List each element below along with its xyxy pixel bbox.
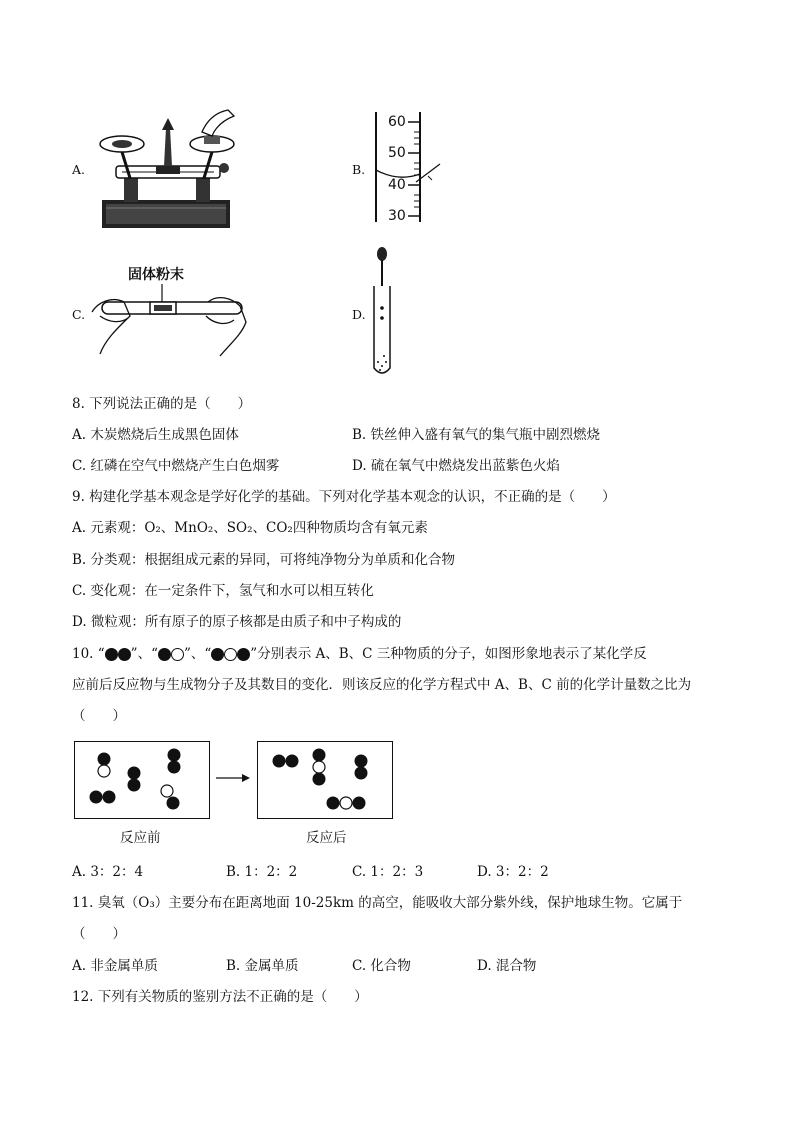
q10-stem-line2: 应前后反应物与生成物分子及其数目的变化．则该反应的化学方程式中 A、B、C 前的化学计量数之比为 [72, 677, 692, 693]
q8-option-c[interactable]: C. 红磷在空气中燃烧产生白色烟雾 [72, 458, 280, 474]
q10-stem-line1 [72, 645, 647, 663]
q9-option-b[interactable]: B. 分类观：根据组成元素的异同，可将纯净物分为单质和化合物 [72, 552, 456, 568]
cylinder-tick-30: 30 [388, 208, 406, 224]
molecule-a-icon [105, 648, 131, 661]
q10-sep2: ”、“ [183, 646, 212, 662]
dropper-test-tube-figure [368, 246, 398, 380]
q7-option-c-label: C. [72, 307, 86, 322]
solid-powder-label: 固体粉末 [128, 267, 184, 283]
q11-stem-line2: （ ） [72, 926, 126, 942]
q9-option-a[interactable]: A. 元素观：O₂、MnO₂、SO₂、CO₂四种物质均含有氧元素 [72, 520, 428, 536]
q10-stem-prefix: 10. “ [72, 646, 105, 662]
q8-option-a[interactable]: A. 木炭燃烧后生成黑色固体 [72, 427, 239, 443]
q11-option-d[interactable]: D. 混合物 [477, 958, 537, 974]
cylinder-tick-40: 40 [388, 177, 406, 193]
q7-option-d-label: D. [352, 307, 366, 322]
q8-option-d[interactable]: D. 硫在氧气中燃烧发出蓝紫色火焰 [352, 458, 560, 474]
q8-option-b[interactable]: B. 铁丝伸入盛有氧气的集气瓶中剧烈燃烧 [352, 427, 601, 443]
cylinder-tick-60: 60 [388, 114, 406, 130]
molecule-c-icon [211, 648, 250, 661]
molecule-b-icon [158, 648, 184, 661]
q11-option-a[interactable]: A. 非金属单质 [72, 958, 158, 974]
q9-option-c[interactable]: C. 变化观：在一定条件下，氢气和水可以相互转化 [72, 583, 374, 599]
q11-option-b[interactable]: B. 金属单质 [226, 958, 299, 974]
reaction-arrow-icon [214, 772, 252, 784]
q10-stem-after: ”分别表示 A、B、C 三种物质的分子，如图形象地表示了某化学反 [250, 646, 647, 662]
graduated-cylinder-figure [368, 108, 448, 226]
q7-option-b-label: B. [352, 162, 366, 177]
q12-stem: 12. 下列有关物质的鉴别方法不正确的是（ ） [72, 989, 368, 1005]
q10-stem-line3: （ ） [72, 708, 126, 724]
reaction-after-molecules [257, 741, 393, 819]
q11-option-c[interactable]: C. 化合物 [352, 958, 411, 974]
reaction-before-molecules [74, 741, 210, 819]
caption-after-reaction: 反应后 [306, 830, 347, 846]
q10-option-c[interactable]: C. 1：2：3 [352, 864, 424, 880]
q9-option-d[interactable]: D. 微粒观：所有原子的原子核都是由质子和中子构成的 [72, 614, 402, 630]
q10-option-b[interactable]: B. 1：2：2 [226, 864, 298, 880]
q10-option-d[interactable]: D. 3：2：2 [477, 864, 549, 880]
q9-stem: 9. 构建化学基本观念是学好化学的基础。下列对化学基本观念的认识，不正确的是（ ） [72, 489, 616, 505]
q7-option-a-label: A. [72, 162, 86, 177]
q10-sep1: ”、“ [130, 646, 158, 662]
q8-stem: 8. 下列说法正确的是（ ） [72, 396, 252, 412]
q10-option-a[interactable]: A. 3：2：4 [72, 864, 144, 880]
q11-stem: 11. 臭氧（O₃）主要分布在距离地面 10-25km 的高空，能吸收大部分紫外线，保护地球生物。它属于 [72, 895, 683, 911]
test-tube-powder-figure [90, 282, 250, 362]
balance-scale-figure [96, 108, 236, 230]
cylinder-tick-50: 50 [388, 145, 406, 161]
caption-before-reaction: 反应前 [120, 830, 161, 846]
